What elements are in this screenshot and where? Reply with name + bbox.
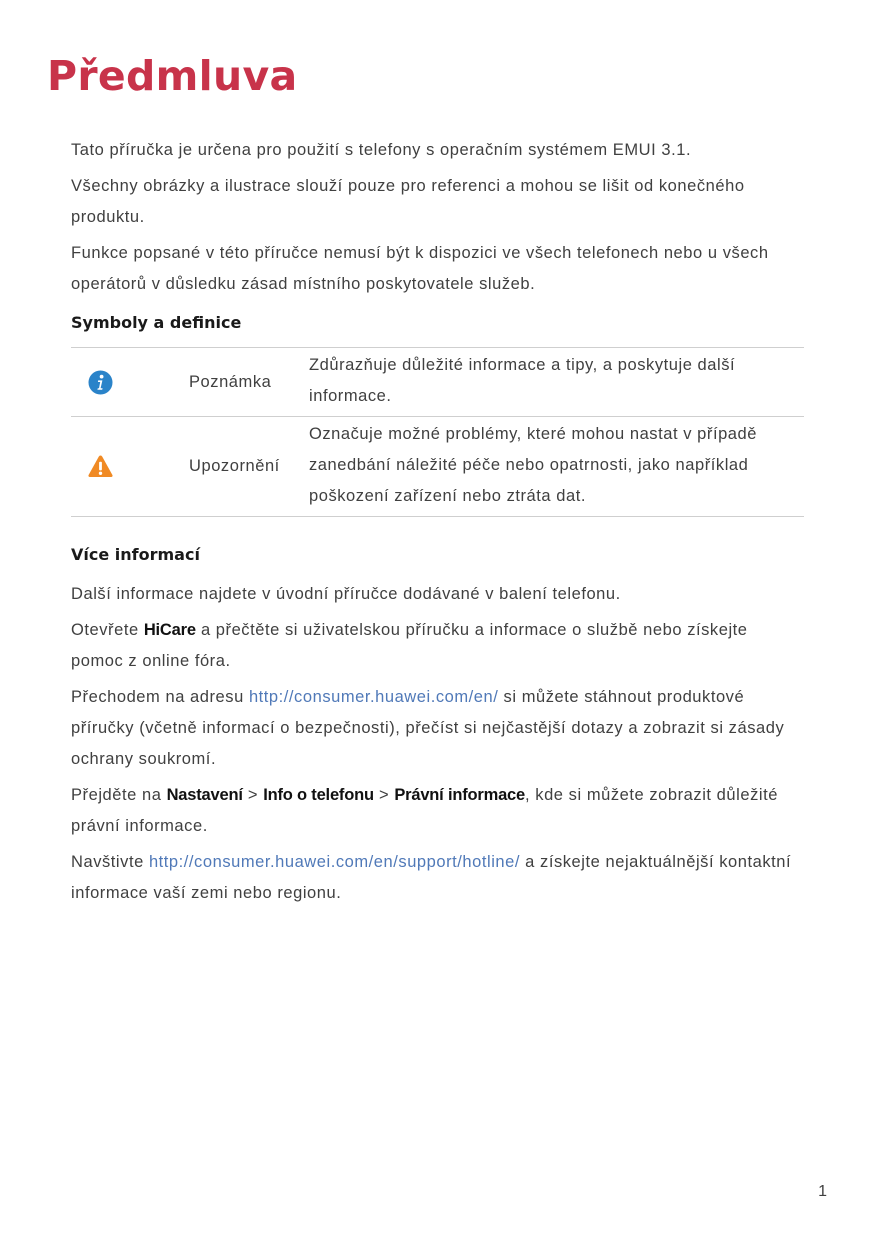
more-info-paragraph-5 [71,847,804,909]
path-separator: > [373,786,395,804]
hotline-link[interactable]: http://consumer.huawei.com/en/support/hotline/ [148,853,521,871]
settings-menu-path: Nastavení [166,786,243,804]
info-icon [87,369,114,396]
intro-paragraph-3: Funkce popsané v této příručce nemusí být k dispozici ve všech telefonech nebo u všech operátorů v důsledku zásad místního poskytovatele služeb. [71,244,769,293]
more-info-heading: Více informací [71,545,200,564]
symbol-label-caution: Upozornění [187,417,309,517]
symbol-label-note: Poznámka [187,348,309,417]
text-segment: , kde si můžete zobrazit důležité právní informace. [71,786,778,835]
text-segment: si můžete stáhnout produktové příručky (včetně informací o bezpečnosti), přečíst si nejčastější dotazy a zobrazit si zásady ochrany soukromí. [71,688,785,768]
page-title: Předmluva [47,52,298,100]
text-segment: a přečtěte si uživatelskou příručku a informace o službě nebo získejte pomoc z online fóra. [71,621,748,670]
symbol-row-caution [71,417,804,517]
page-number: 1 [818,1183,827,1200]
text-segment: Otevřete [71,621,144,639]
symbol-description-note: Zdůrazňuje důležité informace a tipy, a poskytuje další informace. [309,348,804,417]
symbol-description-caution: Označuje možné problémy, které mohou nastat v případě zanedbání náležité péče nebo opatrnosti, jako například poškození zařízení nebo ztráta dat. [309,417,804,517]
symbols-table [71,347,804,517]
more-info-paragraph-2 [71,615,804,677]
warning-icon [87,453,114,480]
symbol-row-note [71,348,804,417]
page-content [71,135,804,914]
more-info-paragraph-3 [71,682,804,775]
text-segment: Přejděte na [71,786,167,804]
text-segment: Přechodem na adresu [71,688,249,706]
symbols-heading: Symboly a definice [71,313,242,332]
legal-info-menu-path: Právní informace [394,786,526,804]
more-info-paragraph-4 [71,780,804,842]
about-phone-menu-path: Info o telefonu [263,786,374,804]
intro-paragraph-2: Všechny obrázky a ilustrace slouží pouze pro referenci a mohou se lišit od konečného produktu. [71,177,745,226]
intro-paragraph-1: Tato příručka je určena pro použití s telefony s operačním systémem EMUI 3.1. [71,141,692,159]
text-segment: a získejte nejaktuálnější kontaktní informace vaší zemi nebo regionu. [71,853,792,902]
text-segment: Navštivte [71,853,149,871]
more-info-paragraph-1: Další informace najdete v úvodní příručce dodávané v balení telefonu. [71,585,621,603]
consumer-website-link[interactable]: http://consumer.huawei.com/en/ [248,688,499,706]
path-separator: > [242,786,264,804]
hicare-app-name: HiCare [143,621,196,639]
